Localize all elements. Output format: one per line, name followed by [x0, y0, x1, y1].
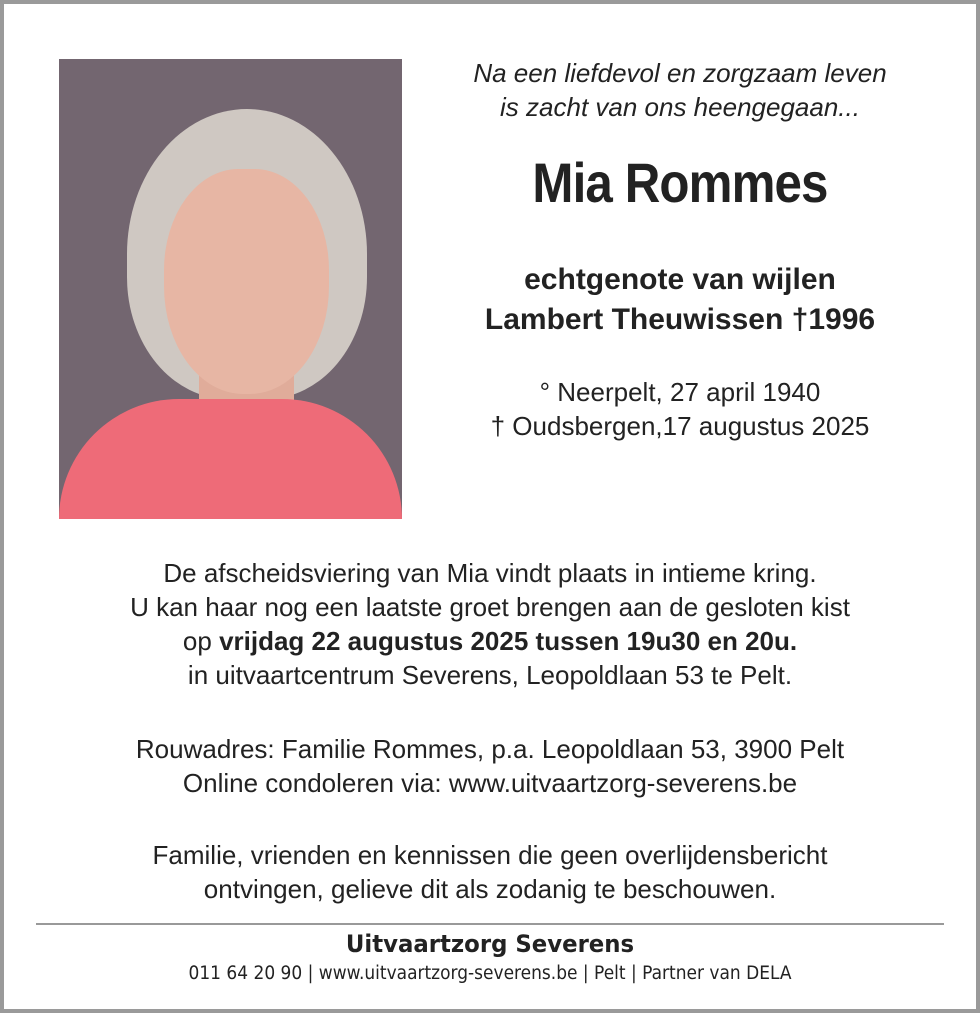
ceremony-prefix: op — [182, 626, 220, 656]
funeral-firm-name: Uitvaartzorg Severens — [345, 930, 635, 958]
notice-text — [0, 838, 980, 906]
birth-date: ° Neerpelt, 27 april 1940 — [539, 377, 821, 407]
ceremony-info — [0, 556, 980, 692]
funeral-firm-details: 011 64 20 90 | www.uitvaartzorg-severens.be | Pelt | Partner van DELA — [188, 963, 792, 984]
life-dates — [420, 375, 940, 443]
ceremony-line: in uitvaartcentrum Severens, Leopoldlaan 53 te Pelt. — [187, 660, 793, 690]
intro-text — [420, 56, 940, 124]
intro-line: Na een liefdevol en zorgzaam leven — [473, 58, 887, 88]
online-condolences: Online condoleren via: www.uitvaartzorg-severens.be — [182, 768, 798, 798]
ceremony-line — [0, 624, 980, 658]
ceremony-datetime: vrijdag 22 augustus 2025 tussen 19u30 en 20u. — [219, 626, 798, 656]
deceased-name: Mia Rommes — [532, 151, 828, 214]
ceremony-line: U kan haar nog een laatste groet brengen aan de gesloten kist — [130, 592, 850, 622]
death-date: † Oudsbergen,17 augustus 2025 — [490, 411, 870, 441]
notice-line: ontvingen, gelieve dit als zodanig te beschouwen. — [203, 874, 777, 904]
intro-line: is zacht van ons heengegaan... — [500, 92, 860, 122]
spouse-line: echtgenote van wijlen — [524, 263, 836, 296]
spouse-line: Lambert Theuwissen †1996 — [484, 303, 876, 336]
ceremony-line: De afscheidsviering van Mia vindt plaats in intieme kring. — [163, 558, 817, 588]
portrait-photo — [59, 59, 402, 519]
mourning-address: Rouwadres: Familie Rommes, p.a. Leopoldlaan 53, 3900 Pelt — [135, 734, 845, 764]
notice-line: Familie, vrienden en kennissen die geen overlijdensbericht — [152, 840, 828, 870]
footer-divider — [36, 923, 944, 925]
spouse-text — [420, 260, 940, 340]
contact-info — [0, 732, 980, 800]
